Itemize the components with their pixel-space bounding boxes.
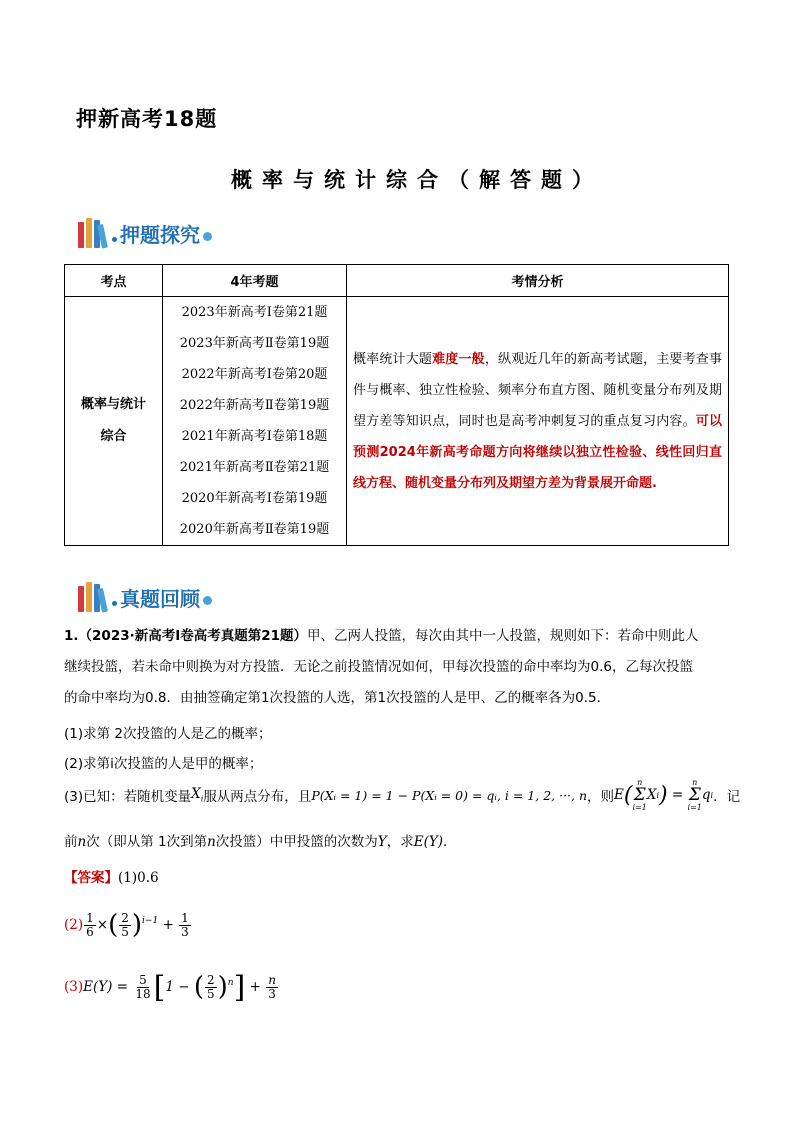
two-point-formula: P(Xᵢ = 1) = 1 − P(Xᵢ = 0) = qᵢ, i = 1, 2, ···, n (311, 787, 588, 803)
question-3-cont: 前n次（即从第 1次到第n次投篮）中甲投篮的次数为Y，求E(Y)． (64, 834, 457, 850)
exam-item: 2021年新高考Ⅰ卷第18题 (181, 429, 328, 444)
exam-list-cell (163, 297, 347, 546)
problem-line-1: 1.（2023·新高考Ⅰ卷高考真题第21题）甲、乙两人投篮，每次由其中一人投篮，规则如下：若命中则此人 (64, 628, 699, 644)
books-icon (78, 582, 108, 612)
exam-item: 2023年新高考Ⅱ卷第19题 (179, 336, 330, 351)
exam-table (64, 264, 729, 546)
analysis-cell: 概率统计大题难度一般，纵观近几年的新高考试题，主要考查事件与概率、独立性检验、频率分布直方图、随机变量分布列及期望方差等知识点，同时也是高考冲刺复习的重点复习内容。可以预测2024年新高考命题方向将继续以独立性检验、线性回归直线方程、随机变量分布列及期望方差为背景展开命题. (347, 297, 729, 546)
topic-line: 综合 (100, 429, 127, 444)
exam-item: 2023年新高考Ⅰ卷第21题 (181, 305, 328, 320)
topic-cell (65, 297, 163, 546)
section-heading-explore (78, 214, 212, 248)
exam-item: 2020年新高考Ⅰ卷第19题 (181, 491, 328, 506)
section-heading-review (78, 578, 212, 612)
question-1: (1)求第 2次投篮的人是乙的概率； (64, 726, 272, 742)
topic-line: 概率与统计 (80, 397, 146, 412)
exam-item: 2022年新高考Ⅰ卷第20题 (181, 367, 328, 382)
section-label: 押题探究 (112, 219, 212, 248)
question-3: (3)已知：若随机变量 $X_i$ 服从两点分布，且 P(Xᵢ = 1) = 1 − P(Xᵢ = 0) = qᵢ, i = 1, 2, ···, n ，则 E ( n Σ i=1 X i ) = n Σ i=1 q i ．记 (64, 778, 741, 812)
question-2: (2)求第i次投篮的人是甲的概率； (64, 756, 263, 772)
header-title: 押新高考18题 (76, 107, 218, 131)
table-header: 4年考题 (163, 265, 347, 297)
problem-line-2: 继续投篮，若未命中则换为对方投篮．无论之前投篮情况如何，甲每次投篮的命中率均为0.6，乙每次投篮 (64, 659, 693, 675)
exam-item: 2020年新高考Ⅱ卷第19题 (179, 522, 330, 537)
books-icon (78, 218, 108, 248)
exam-item: 2021年新高考Ⅱ卷第21题 (179, 460, 330, 475)
problem-line-3: 的命中率均为0.8．由抽签确定第1次投篮的人选，第1次投篮的人是甲、乙的概率各为0.5． (64, 690, 611, 706)
exam-item: 2022年新高考Ⅱ卷第19题 (179, 398, 330, 413)
answer-1: 【答案】(1)0.6 (64, 870, 159, 886)
expectation-formula: E ( n Σ i=1 X i ) = n Σ i=1 q i (614, 778, 714, 812)
main-title: 概率与统计综合（解答题） (231, 168, 603, 192)
table-row (65, 297, 729, 546)
section-label: 真题回顾 (112, 583, 212, 612)
answer-2: (2) $\frac{1}{6}$ × ( $\frac{2}{5}$ ) i−1 + $\frac{1}{3}$ (64, 910, 189, 940)
table-header: 考情分析 (347, 265, 729, 297)
answer-3: (3) E(Y) = $\frac{5}{18}$ [ 1 − ( $\frac{2}{5}$ ) n ] + $\frac{n}{3}$ (64, 969, 276, 1005)
table-header: 考点 (65, 265, 163, 297)
table-header-row (65, 265, 729, 297)
